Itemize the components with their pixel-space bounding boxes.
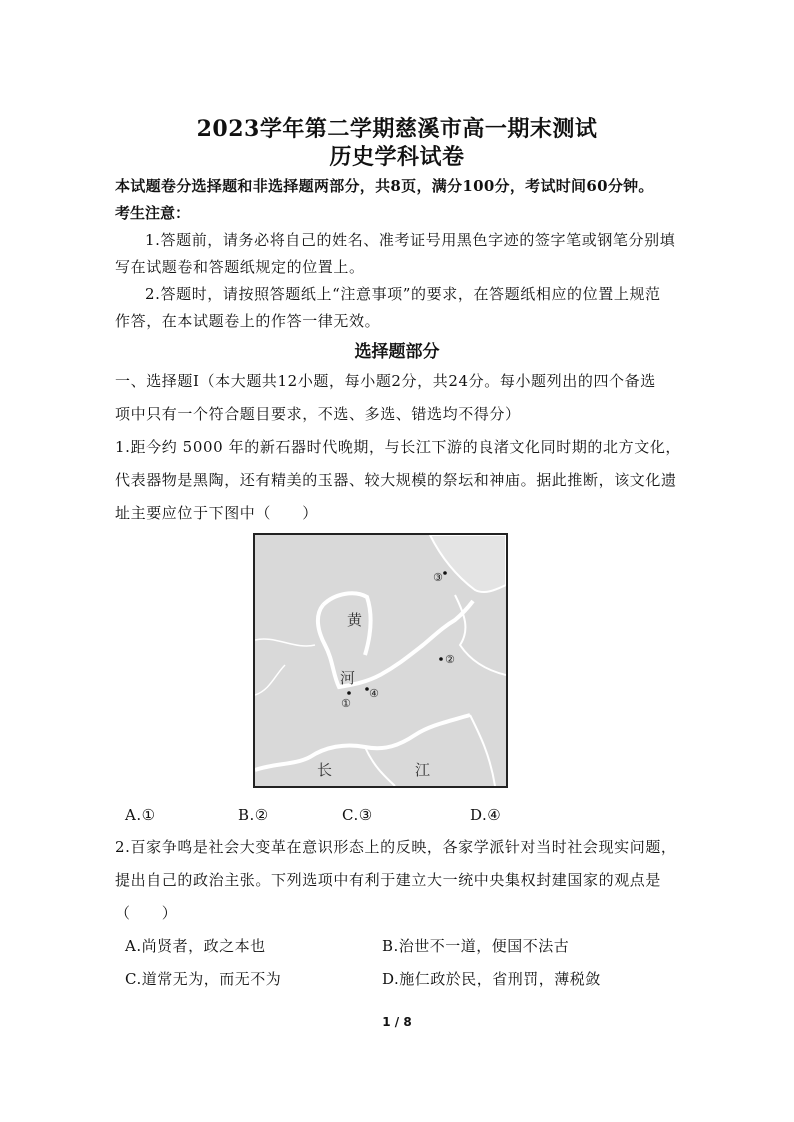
section-heading: 选择题部分 [354,342,440,362]
province-border-1 [255,639,315,646]
notice-item2-line1: 2.答题时，请按照答题纸上“注意事项”的要求，在答题纸相应的位置上规范 [145,285,661,303]
site-1-dot [347,691,351,695]
q2-stem-line2: 提出自己的政治主张。下列选项中有利于建立大一统中央集权封建国家的观点是 [115,871,662,889]
coastline-bay [455,595,506,675]
map-label-huang: 黄 [347,611,363,629]
site-1-label: ① [341,697,351,710]
east-coast [470,715,495,786]
yangtze-tributary [365,747,395,786]
section-intro-line2: 项中只有一个符合题目要求，不选、多选、错选均不得分） [115,405,521,423]
site-2-label: ② [445,653,455,666]
map-label-chang: 长 [317,761,333,779]
q2-stem-line3: （ ） [115,904,178,922]
q2-option-b[interactable]: B.治世不一道，便国不法古 [382,937,570,955]
q1-map [253,533,508,788]
notice-item2-line2: 作答，在本试题卷上的作答一律无效。 [115,312,381,330]
exam-title-line2: 历史学科试卷 [329,144,465,170]
q1-stem-line1: 1.距今约 5000 年的新石器时代晚期，与长江下游的良渚文化同时期的北方文化， [115,438,682,456]
q1-stem-line2: 代表器物是黑陶，还有精美的玉器、较大规模的祭坛和神庙。据此推断，该文化遗 [115,471,677,489]
province-border-2 [255,665,285,695]
site-3-label: ③ [433,571,443,584]
site-2-dot [439,657,443,661]
section-intro-line1: 一、选择题Ⅰ（本大题共12小题，每小题2分，共24分。每小题列出的四个备选 [115,372,656,390]
notice-item1-line1: 1.答题前，请务必将自己的姓名、准考证号用黑色字迹的签字笔或钢笔分别填 [145,231,676,249]
site-3-dot [443,571,447,575]
map-label-jiang: 江 [415,761,431,779]
site-4-label: ④ [369,687,379,700]
q2-option-a[interactable]: A.尚贤者，政之本也 [125,937,266,955]
q1-option-b[interactable]: B.② [238,806,269,824]
notice-item1-line2: 写在试题卷和答题纸规定的位置上。 [115,258,365,276]
exam-title-line1: 2023学年第二学期慈溪市高一期末测试 [196,116,598,142]
q2-option-d[interactable]: D.施仁政於民，省刑罚，薄税敛 [382,970,601,988]
q1-option-c[interactable]: C.③ [342,806,373,824]
q1-stem-line3: 址主要应位于下图中（ ） [115,504,318,522]
q1-option-a[interactable]: A.① [125,806,156,824]
exam-info: 本试题卷分选择题和非选择题两部分，共8页，满分100分，考试时间60分钟。 [115,177,654,195]
map-label-he: 河 [340,669,356,687]
page-number: 1 / 8 [382,1015,412,1029]
q1-option-d[interactable]: D.④ [470,806,502,824]
notice-heading: 考生注意： [115,204,191,222]
q1-map-svg [255,535,506,786]
q2-option-c[interactable]: C.道常无为，而无不为 [125,970,282,988]
yangtze-river [255,715,470,770]
q2-stem-line1: 2.百家争鸣是社会大变革在意识形态上的反映，各家学派针对当时社会现实问题， [115,838,677,856]
